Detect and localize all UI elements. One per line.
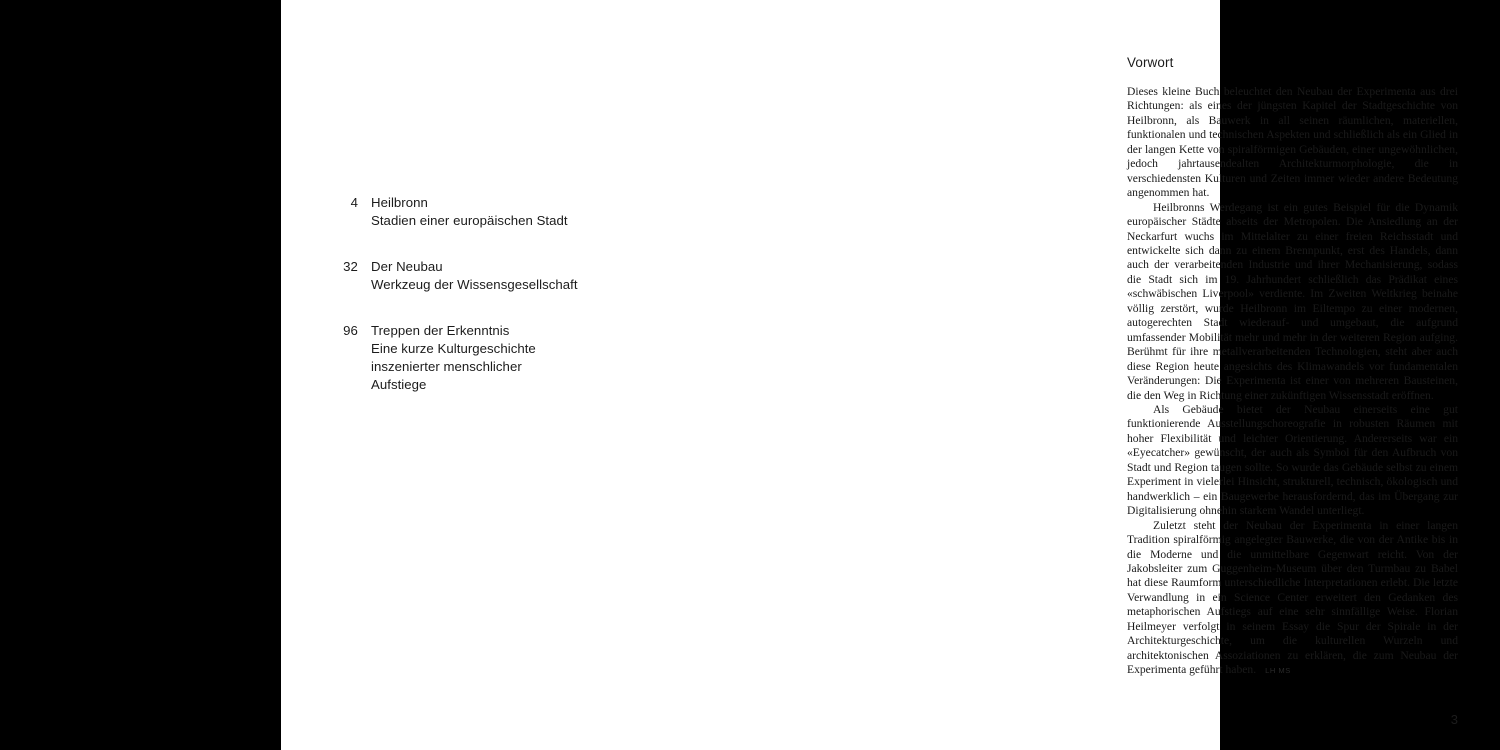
- author-initials: LH MS: [1265, 666, 1291, 676]
- toc-entry-title: Der Neubau: [371, 259, 443, 274]
- paragraph-text: Zuletzt steht der Neubau der Experimenta in einer langen Tradition spiralförmig angelegter Bauwerke, die von der Antike bis in die Moderne und die unmittelbare Gegenwart reicht. Von der Jakobsleiter zum Guggenheim-Museum über den Turmbau zu Babel hat diese Raumform unterschiedliche Interpretationen erlebt. Die letzte Verwandlung in ein Science Center erweitert den Gedanken des metaphorischen Aufstiegs auf eine sehr sinnfällige Weise. Florian Heilmeyer verfolgt in seinem Essay die Spur der Spirale in der Architekturgeschichte, um die kulturellen Wurzeln und architektonischen Assoziationen zu erklären, die zum Neubau der Experimenta geführt haben.: [1127, 518, 1458, 677]
- paragraph: Heilbronns Werdegang ist ein gutes Beispiel für die Dynamik europäischer Städte abseits der Metropolen. Die Ansiedlung an der Neckarfurt wuchs im Mittelalter zu einer freien Reichsstadt und entwickelte sich dann zu einem Brennpunkt, erst des Handels, dann auch der verarbeitenden Industrie und ihrer Mechanisierung, sodass die Stadt sich im 19. Jahrhundert schließlich das Prädikat eines «schwäbischen Liverpool» verdiente. Im Zweiten Weltkrieg beinahe völlig zerstört, wurde Heilbronn im Eiltempo zu einer modernen, autogerechten Stadt wiederauf- und umgebaut, die aufgrund umfassender Mobilität mehr und mehr in der weiteren Region aufging. Berühmt für ihre metallverarbeitenden Technologien, steht aber auch diese Region heute angesichts des Klimawandels vor fundamentalen Veränderungen: Die Experimenta ist einer von mehreren Bausteinen, die den Weg in Richtung einer zukünftigen Wissensstadt eröffnen.: [1127, 200, 1458, 402]
- book-spread: [281, 0, 1458, 750]
- table-of-contents: [281, 194, 701, 394]
- paragraph-last: [1127, 519, 1458, 679]
- toc-entry-subtitle-line: Stadien einer europäischen Stadt: [371, 213, 568, 228]
- toc-entry-subtitle-line: Eine kurze Kulturgeschichte: [371, 341, 536, 356]
- folio-page-number: 3: [1450, 712, 1458, 727]
- toc-entry[interactable]: [281, 194, 701, 230]
- toc-entry-title: Heilbronn: [371, 195, 428, 210]
- toc-entry-text: [371, 322, 536, 394]
- toc-entry-subtitle-line: inszenierter menschlicher: [371, 359, 522, 374]
- toc-page-number: 32: [343, 259, 358, 274]
- foreword-block: [1127, 54, 1458, 679]
- left-page: [281, 0, 750, 750]
- paragraph: Als Gebäude bietet der Neubau einerseits eine gut funktionierende Ausstellungschoreografie in robusten Räumen mit hoher Flexibilität und leichter Orientierung. Andererseits war ein «Eyecatcher» gewünscht, der auch als Symbol für den Aufbruch von Stadt und Region taugen sollte. So wurde das Gebäude selbst zu einem Experiment in vielerlei Hinsicht, strukturell, technisch, ökologisch und handwerklich – ein Baugewerbe herausfordernd, das im Übergang zur Digitalisierung ohnehin starkem Wandel unterliegt.: [1127, 402, 1458, 518]
- page-title: Vorwort: [1127, 55, 1174, 70]
- paragraph: Dieses kleine Buch beleuchtet den Neubau der Experimenta aus drei Richtungen: als eines der jüngsten Kapitel der Stadtgeschichte von Heilbronn, als Bauwerk in all seinen räumlichen, materiellen, funktionalen und technischen Aspekten und schließlich als ein Glied in der langen Kette von spiralförmigen Gebäuden, einer ungewöhnlichen, jedoch jahrtausendealten Architekturmorphologie, die in verschiedensten Kulturen und Zeiten immer wieder andere Bedeutung angenommen hat.: [1127, 85, 1458, 200]
- toc-entry-text: [371, 258, 578, 294]
- toc-entry[interactable]: [281, 322, 701, 394]
- toc-page-number: 4: [350, 195, 358, 210]
- toc-entry-subtitle-line: Werkzeug der Wissensgesellschaft: [371, 277, 578, 292]
- toc-entry-text: [371, 194, 568, 230]
- right-page: [750, 0, 1458, 750]
- toc-page-number: 96: [343, 323, 358, 338]
- toc-entry-subtitle-line: Aufstiege: [371, 377, 427, 392]
- toc-entry[interactable]: [281, 258, 701, 294]
- toc-entry-title: Treppen der Erkenntnis: [371, 323, 510, 338]
- foreword-body: [1127, 85, 1458, 679]
